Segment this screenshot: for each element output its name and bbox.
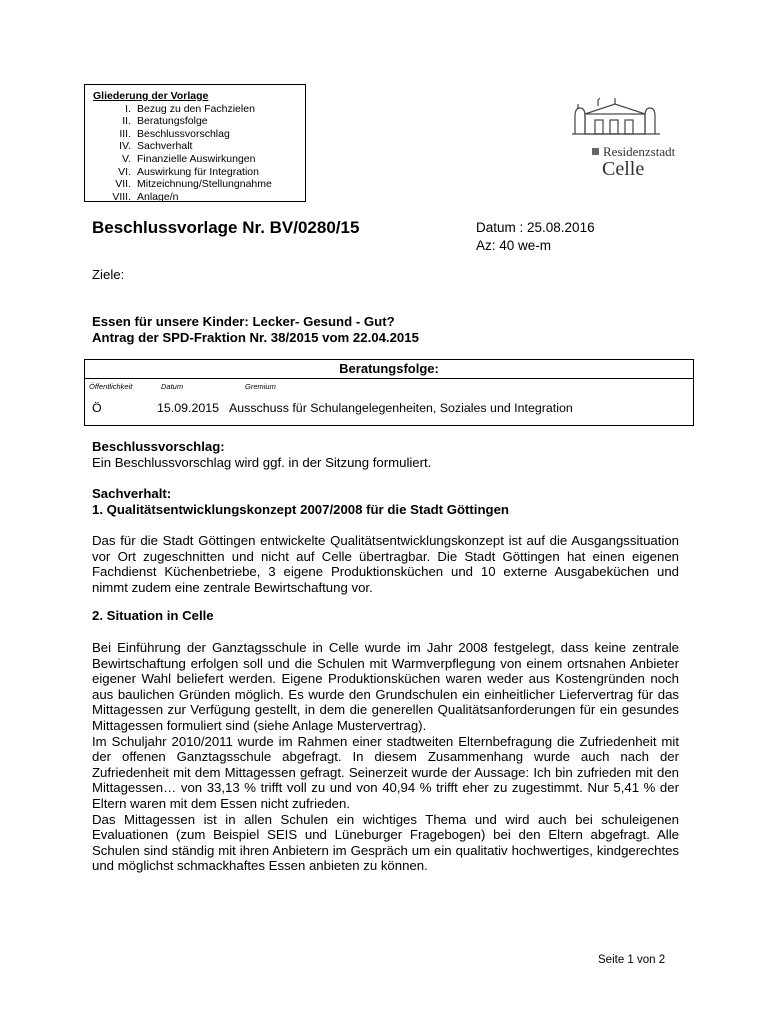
toc-label: Mitzeichnung/Stellungnahme (137, 178, 272, 191)
subject-heading (92, 314, 419, 345)
toc-item (93, 153, 297, 166)
logo-line1-text: Residenzstadt (603, 144, 676, 159)
toc-item (93, 128, 297, 141)
beschluss-heading: Beschlussvorschlag: (92, 439, 225, 454)
row-public: Ö (92, 401, 102, 415)
toc-num: VIII. (112, 190, 131, 203)
document-meta (476, 219, 595, 255)
toc-label: Auswirkung für Integration (137, 165, 259, 178)
toc-item (93, 115, 297, 128)
toc-label: Anlage/n (137, 190, 179, 203)
row-body: Ausschuss für Schulangelegenheiten, Soziales und Integration (229, 401, 573, 415)
col-public: Öffentlichkeit (89, 382, 133, 391)
situation-paragraph-3: Das Mittagessen ist in allen Schulen ein wichtiges Thema und wird auch bei schuleigenen Evaluationen (zum Beispiel SEIS und Lüneburger Fragebogen) bei den Eltern abgefragt. Alle Schulen sind ständig mit ihren Anbietern im Gespräch um ein qualitativ hochwertiges, kindgerechtes und möglichst schmackhaftes Essen anbieten zu können. (92, 811, 679, 874)
logo-line2: Celle (602, 158, 645, 180)
toc-label: Bezug zu den Fachzielen (137, 102, 255, 115)
sachverhalt-paragraph: Das für die Stadt Göttingen entwickelte Qualitätsentwicklungskonzept ist auf die Ausgangssituation vor Ort zugeschnitten und nicht auf Celle übertragbar. Die Stadt Göttingen hat einen eigenen Fachdienst Küchenbetriebe, 3 eigene Produktionsküchen und 10 externe Ausgabeküchen und nimmt zudem eine zentrale Bewirtschaftung vor. (92, 533, 679, 595)
toc-item (93, 191, 297, 204)
sachverhalt-section (92, 486, 679, 517)
meta-az: Az: 40 we-m (476, 238, 552, 253)
subject-line2: Antrag der SPD-Fraktion Nr. 38/2015 vom 22.04.2015 (92, 329, 419, 345)
sachverhalt-heading: Sachverhalt: (92, 486, 172, 501)
toc-num: VII. (115, 178, 131, 191)
toc-box (84, 84, 306, 202)
situation-heading: 2. Situation in Celle (92, 608, 214, 623)
beschluss-section (92, 439, 679, 470)
sachverhalt-subheading: 1. Qualitätsentwicklungskonzept 2007/2008 für die Stadt Göttingen (92, 501, 509, 517)
beratungsfolge-table (84, 359, 694, 426)
beschluss-text: Ein Beschlussvorschlag wird ggf. in der Sitzung formuliert. (92, 454, 432, 470)
document-title: Beschlussvorlage Nr. BV/0280/15 (92, 218, 360, 237)
city-logo (560, 96, 690, 186)
beratungsfolge-title: Beratungsfolge: (85, 360, 693, 379)
toc-item (93, 140, 297, 153)
castle-icon (570, 96, 670, 136)
toc-num: V. (122, 152, 131, 165)
toc-label: Beschlussvorschlag (137, 127, 230, 140)
toc-label: Beratungsfolge (137, 115, 208, 128)
toc-label: Sachverhalt (137, 140, 193, 153)
ziele-label: Ziele: (92, 267, 125, 282)
subject-line1: Essen für unsere Kinder: Lecker- Gesund - Gut? (92, 314, 395, 329)
logo-square-icon (592, 148, 599, 155)
page-number: Seite 1 von 2 (598, 954, 666, 966)
toc-num: I. (125, 102, 131, 115)
toc-item (93, 166, 297, 179)
toc-num: IV. (119, 140, 131, 153)
toc-title: Gliederung der Vorlage (93, 90, 209, 102)
toc-item (93, 178, 297, 191)
row-date: 15.09.2015 (157, 401, 220, 415)
situation-paragraph-2: Im Schuljahr 2010/2011 wurde im Rahmen einer stadtweiten Elternbefragung die Zufriedenheit mit der offenen Ganztagsschule abgefragt. In diesem Zusammenhang wurde auch nach der Zufriedenheit mit dem Mittagessen gefragt. Seinerzeit wurde der Aussage: Ich bin zufrieden mit den Mittagessen… von 33,13 % trifft voll zu und von 40,94 % trifft eher zu zugestimmt. Nur 5,41 % der Eltern waren mit dem Essen nicht zufrieden. (92, 733, 679, 811)
toc-label: Finanzielle Auswirkungen (137, 152, 256, 165)
toc-num: III. (119, 127, 131, 140)
col-body: Gremium (245, 382, 276, 391)
situation-body (92, 640, 679, 874)
toc-item (93, 103, 297, 116)
situation-paragraph-1: Bei Einführung der Ganztagsschule in Celle wurde im Jahr 2008 festgelegt, dass keine zentrale Bewirtschaftung erfolgen soll und die Schulen mit Warmverpflegung von einem ortsnahen Anbieter eigener Wahl beliefert werden. Eigene Produktionsküchen waren weder aus Kostengründen noch aus baulichen Gründen möglich. Es wurde den Grundschulen ein einheitlicher Liefervertrag für das Mittagessen zur Verfügung gestellt, in dem die generellen Qualitätsanforderungen für ein gesundes Mittagessen formuliert sind (siehe Anlage Mustervertrag). (92, 640, 679, 733)
toc-num: VI. (118, 165, 131, 178)
meta-datum: Datum : 25.08.2016 (476, 220, 595, 235)
col-date: Datum (161, 382, 184, 391)
toc-num: II. (122, 115, 131, 128)
